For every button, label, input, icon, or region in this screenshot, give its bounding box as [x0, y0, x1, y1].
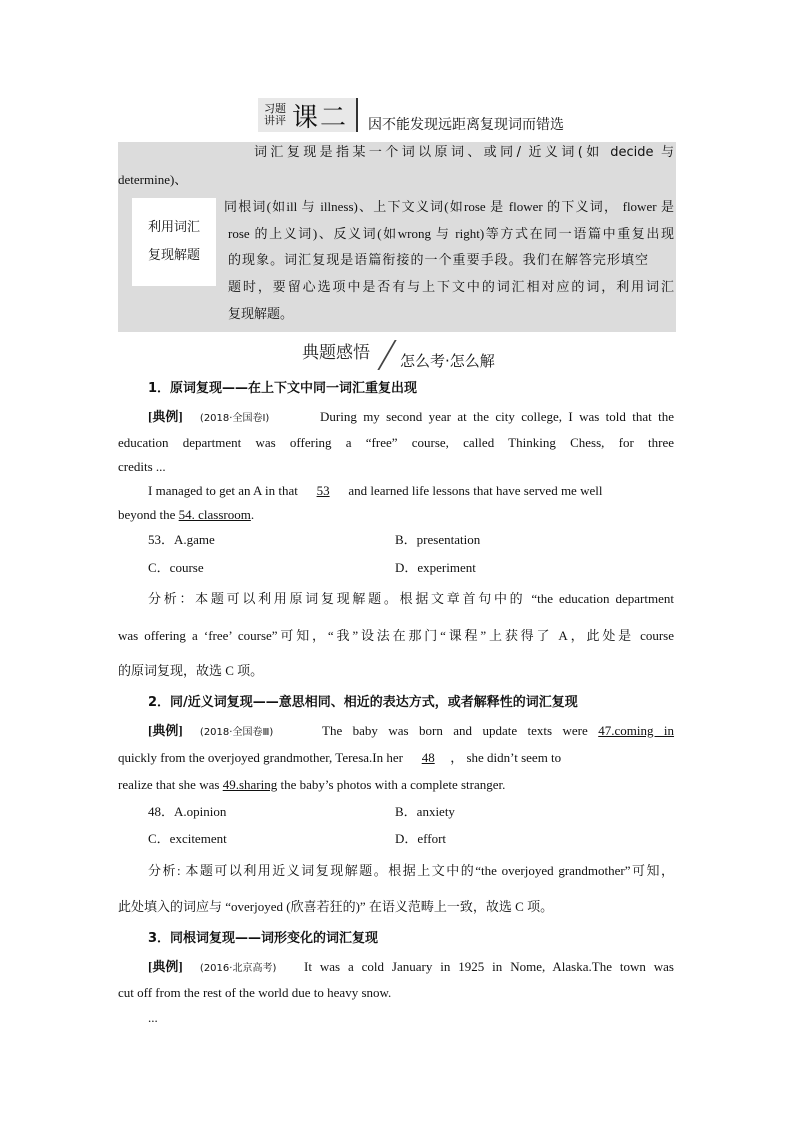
strategy-line3: 同根词(如ill 与 illness)、上下文义词(如rose 是 flower 的下义词， flower 是	[224, 199, 674, 214]
section-banner	[302, 338, 532, 372]
section2-analysis-line1: 分析: 本题可以利用近义词复现解题。根据上文中的“the overjoyed grandmother”可知，	[148, 863, 674, 878]
section2-example-line2	[118, 749, 561, 767]
banner-divider	[377, 340, 396, 370]
section2-example-line3-b: the baby’s photos with a complete stranger.	[277, 777, 506, 792]
section1-question-line2	[118, 506, 254, 524]
banner-sub: 怎么考·怎么解	[400, 352, 495, 370]
section3-example-prefix	[148, 958, 276, 978]
strategy-label-line2: 复现解题	[147, 248, 200, 263]
lesson-tag-big: 课二	[292, 102, 349, 133]
section2-heading: 2．同/近义词复现——意思相同、相近的表达方式，或者解释性的词汇复现	[148, 695, 578, 710]
section1-analysis-line1: 分析：本题可以利用原词复现解题。根据文章首句中的 “the education department	[148, 591, 674, 606]
section1-example-line1: During my second year at the city college, I was told that the	[320, 409, 674, 424]
section3-heading: 3．同根词复现——词形变化的词汇复现	[148, 931, 379, 946]
section2-example-source: (2018·全国卷Ⅲ)	[199, 727, 274, 738]
section1-example-source: (2018·全国卷Ⅰ)	[199, 413, 270, 424]
section1-question-line2-underlined: 54. classroom	[178, 507, 251, 522]
section1-question-text-a: I managed to get an A in that	[148, 483, 302, 498]
section2-example-line1	[322, 722, 674, 740]
section1-example-label: [典例]	[148, 409, 183, 424]
section1-option-a: 53．A.game	[148, 532, 215, 547]
section1-option-b: B．presentation	[395, 532, 481, 547]
strategy-line5: 的现象。词汇复现是语篇衔接的一个重要手段。我们在解答完形填空	[228, 253, 648, 268]
strategy-line1: 词汇复现是指某一个词以原词、或同/ 近义词(如 decide 与	[254, 145, 674, 160]
lesson-tag-small-top: 习题	[264, 102, 286, 115]
strategy-line2: determine)、	[118, 172, 188, 187]
section3-example-label: [典例]	[148, 959, 183, 974]
section3-example-line2: cut off from the rest of the world due to heavy snow.	[118, 985, 392, 1000]
lesson-tag-small	[264, 103, 286, 127]
section1-option-d: D．experiment	[395, 560, 476, 575]
section3-example-line1: It was a cold January in 1925 in Nome, Alaska.The town was	[304, 959, 674, 974]
section3-example-source: (2016·北京高考)	[199, 963, 277, 974]
section2-option-d: D．effort	[395, 831, 447, 846]
section1-heading: 1．原词复现——在上下文中同一词汇重复出现	[148, 381, 418, 396]
strategy-label	[132, 198, 216, 286]
section1-example-prefix	[148, 408, 269, 428]
lesson-tag-small-bottom: 讲评	[264, 114, 286, 127]
section1-analysis-line3: 的原词复现，故选 C 项。	[118, 663, 264, 678]
section2-example-line1-a: The baby was born and update texts were	[322, 723, 599, 738]
strategy-line7: 复现解题。	[228, 307, 294, 322]
strategy-line4: rose 的上义词)、反义词(如wrong 与 right)等方式在同一语篇中重复出现	[228, 226, 674, 241]
strategy-box	[118, 142, 676, 332]
lesson-tag	[258, 98, 358, 132]
section1-question-line2-a: beyond the	[118, 507, 179, 522]
section2-example-line2-a: quickly from the overjoyed grandmother, Teresa.In her	[118, 750, 407, 765]
section2-example-label: [典例]	[148, 723, 183, 738]
section2-analysis-line2: 此处填入的词应与 “overjoyed (欣喜若狂的)” 在语义范畴上一致，故选 C 项。	[118, 899, 554, 914]
section1-question-line2-b: .	[250, 507, 255, 522]
section1-example-line3: credits ...	[118, 459, 166, 474]
section2-example-line3-underlined: 49.sharing	[222, 777, 278, 792]
section1-analysis-line2: was offering a ‘free’ course”可知，“我”设法在那门“课程”上获得了 A，此处是 course	[118, 628, 674, 643]
section2-example-line3-a: realize that she was	[118, 777, 223, 792]
strategy-line6: 题时，要留心选项中是否有与上下文中的词汇相对应的词，利用词汇	[228, 280, 674, 295]
section1-example-line2: education department was offering a “free” course, called Thinking Chess, for three	[118, 435, 674, 450]
section2-example-blank: 48	[421, 750, 435, 765]
strategy-label-line1: 利用词汇	[147, 220, 200, 235]
section1-question-blank: 53	[316, 483, 330, 498]
section2-option-c: C．excitement	[148, 831, 227, 846]
section2-example-line2-b: ， she didn’t seem to	[450, 750, 562, 765]
section2-example-prefix	[148, 722, 273, 742]
section2-option-a: 48．A.opinion	[148, 804, 227, 819]
banner-main: 典题感悟	[302, 343, 370, 363]
lesson-title: 因不能发现远距离复现词而错选	[368, 117, 565, 133]
section1-option-c: C．course	[148, 560, 204, 575]
lesson-header	[258, 96, 564, 132]
section3-ellipsis: ...	[148, 1010, 158, 1025]
section2-option-b: B．anxiety	[395, 804, 455, 819]
section2-example-line3	[118, 776, 505, 794]
section1-question-line1	[148, 482, 602, 500]
section1-question-text-b: and learned life lessons that have served me well	[345, 483, 603, 498]
section2-example-line1-underlined: 47.coming in	[598, 723, 675, 738]
